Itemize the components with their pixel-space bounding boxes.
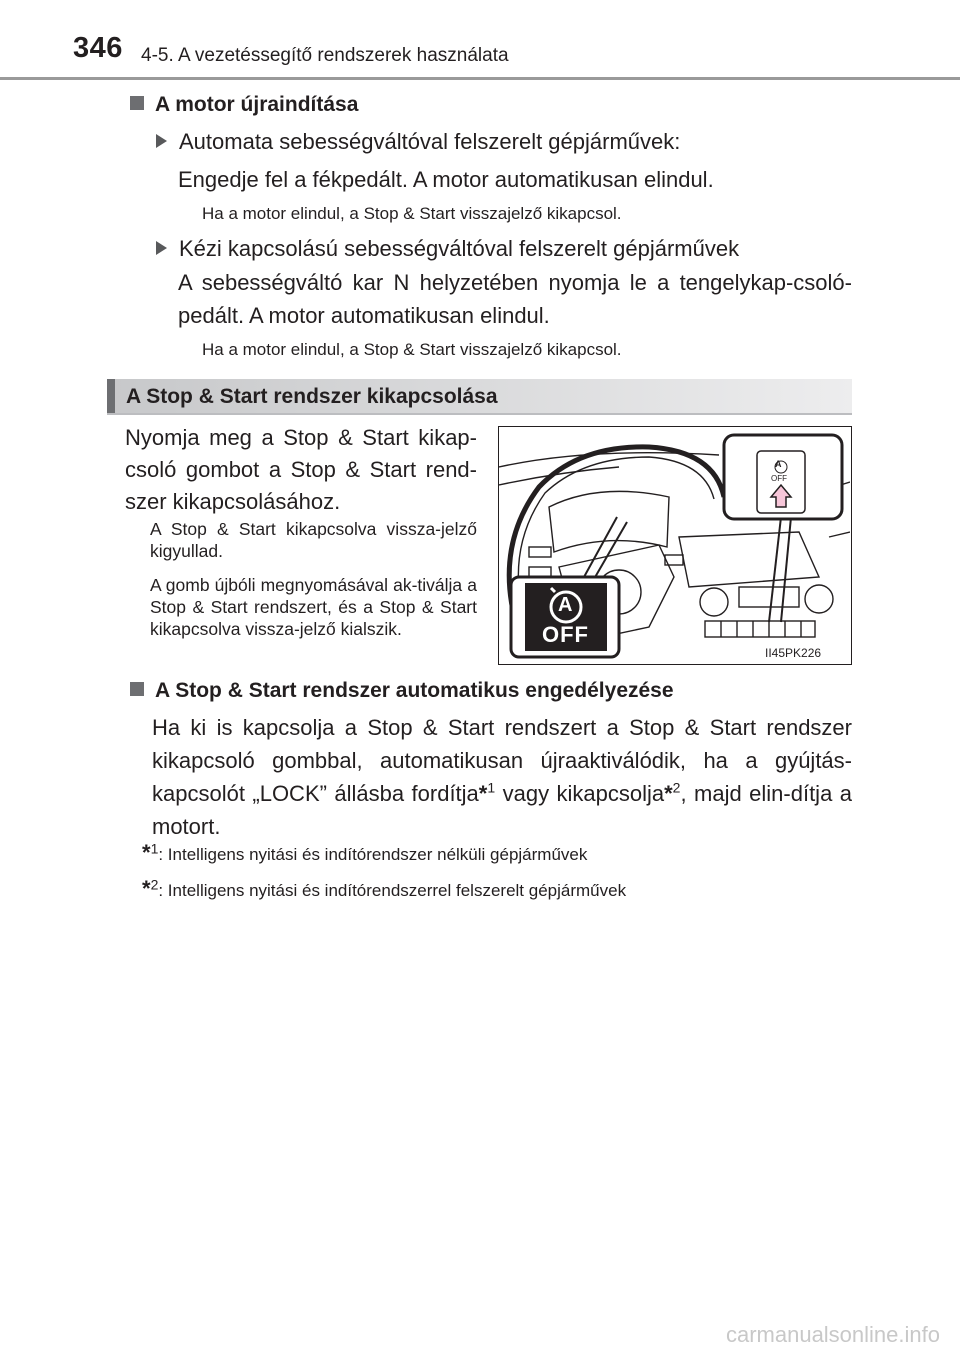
chapter-title: 4-5. A vezetéssegítő rendszerek használata — [141, 45, 509, 66]
footnote-1: *$^1$: Intelligens nyitási és indítórendszer nélküli gépjárművek — [142, 840, 588, 865]
indicator-letter: A — [558, 594, 573, 616]
header-rule — [0, 77, 960, 80]
section-header — [107, 379, 852, 415]
disable-note-2: A gomb újbóli megnyomásával ak-tiválja a Stop & Start rendszert, és a Stop & Start kikapcsolva vissza-jelző kialszik. — [150, 575, 477, 639]
auto-enable-heading: A Stop & Start rendszer automatikus engedélyezése — [130, 679, 674, 703]
page-number: 346 — [73, 32, 123, 64]
footnote-ref-1: 1 — [487, 779, 496, 796]
manual-instruction: A sebességváltó kar N helyzetében nyomja le a tengelykap-csoló-pedált. A motor automatikusan elindul. — [178, 270, 852, 328]
square-bullet-icon — [130, 682, 144, 696]
illustration-code: II45PK226 — [765, 646, 822, 660]
footnote-2: *$^2$: Intelligens nyitási és indítórendszerrel felszerelt gépjárművek — [142, 876, 627, 901]
auto-enable-text: Ha ki is kapcsolja a Stop & Start rendszert a Stop & Start rendszer kikapcsoló gombbal, automatikusan újraaktiválódik, ha a gyújtás-kapcsolót „LOCK” állásba fordítja*$^1$ vagy kikapcsolja*$^2$, majd elin-dítja a motort. — [152, 715, 852, 839]
button-letter: A — [775, 459, 782, 469]
triangle-bullet-icon — [156, 241, 167, 255]
automatic-title: Automata sebességváltóval felszerelt gépjárművek: — [156, 126, 680, 157]
automatic-instruction: Engedje fel a fékpedált. A motor automatikusan elindul. — [178, 167, 714, 192]
watermark: carmanualsonline.info — [725, 1322, 940, 1347]
disable-instruction: Nyomja meg a Stop & Start kikap-csoló gombot a Stop & Start rend-szer kikapcsolásához. — [125, 425, 477, 514]
disable-note-1: A Stop & Start kikapcsolva vissza-jelző kigyullad. — [150, 519, 477, 561]
section-accent — [107, 379, 115, 413]
manual-note: Ha a motor elindul, a Stop & Start visszajelző kikapcsol. — [202, 340, 622, 359]
section-title: A Stop & Start rendszer kikapcsolása — [126, 385, 498, 408]
triangle-bullet-icon — [156, 134, 167, 148]
indicator-off-label: OFF — [542, 622, 589, 647]
automatic-note: Ha a motor elindul, a Stop & Start visszajelző kikapcsol. — [202, 204, 622, 223]
dashboard-illustration — [498, 426, 852, 665]
manual-title: Kézi kapcsolású sebességváltóval felszerelt gépjárművek — [156, 233, 739, 264]
restart-heading: A motor újraindítása — [130, 93, 358, 117]
button-off-label: OFF — [771, 474, 787, 483]
footnote-ref-2: 2 — [672, 779, 681, 796]
square-bullet-icon — [130, 96, 144, 110]
